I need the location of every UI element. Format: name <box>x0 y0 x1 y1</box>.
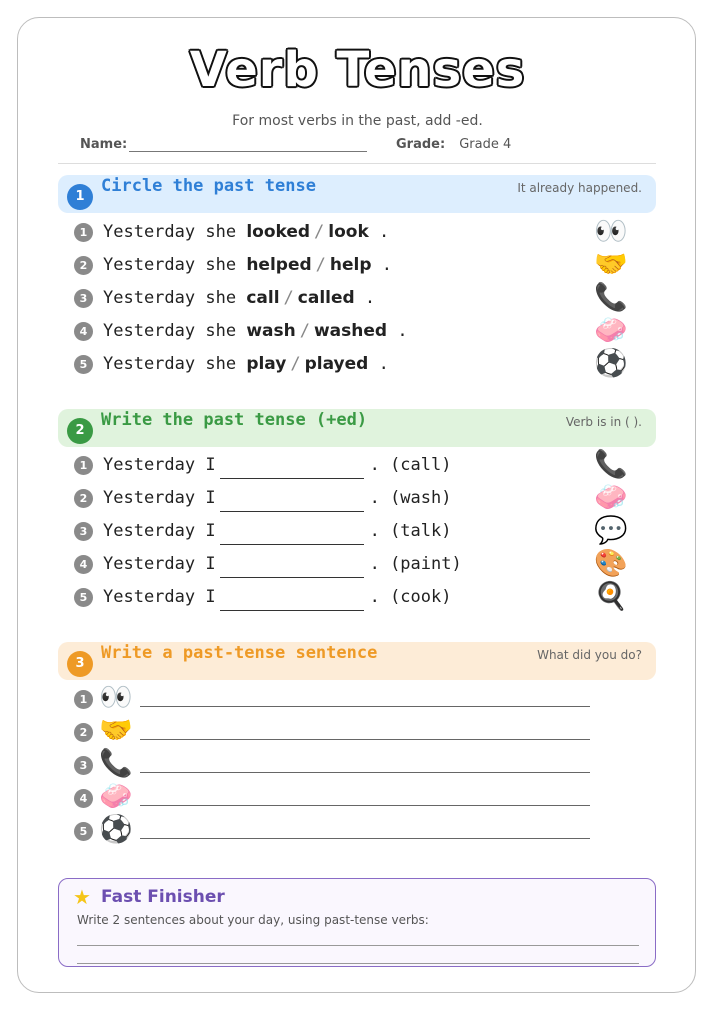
section-3-badge: 3 <box>67 651 93 677</box>
sentence-prefix: Yesterday I <box>103 488 216 508</box>
item-picture-icon: 🍳 <box>594 581 628 612</box>
item-number: 5 <box>74 588 93 607</box>
sentence-writing-line[interactable] <box>140 739 590 740</box>
item-picture-icon: 📞 <box>99 748 133 779</box>
verb-hint: . (cook) <box>369 587 452 607</box>
fast-finisher-title: Fast Finisher <box>101 887 225 907</box>
item-number: 3 <box>74 522 93 541</box>
fast-finisher-box <box>58 878 656 967</box>
item-picture-icon: 🤝 <box>99 715 133 746</box>
verb-hint: . (paint) <box>369 554 462 574</box>
choice-b[interactable]: help <box>329 255 372 275</box>
item-sentence: Yesterday she play / played . <box>103 354 389 374</box>
sentence-writing-line[interactable] <box>140 838 590 839</box>
item-picture-icon: 🧼 <box>99 781 133 812</box>
verb-hint: . (talk) <box>369 521 452 541</box>
fast-finisher-line-2[interactable] <box>77 963 639 964</box>
sentence-prefix: Yesterday she <box>103 288 237 308</box>
answer-blank[interactable] <box>220 458 364 479</box>
section-1-badge: 1 <box>67 184 93 210</box>
sentence-prefix: Yesterday I <box>103 455 216 475</box>
verb-hint: . (wash) <box>369 488 452 508</box>
item-number: 1 <box>74 690 93 709</box>
grade-label: Grade: <box>396 137 446 152</box>
answer-blank[interactable] <box>220 590 364 611</box>
item-number: 1 <box>74 456 93 475</box>
choice-separator: / <box>283 288 294 308</box>
item-sentence <box>103 517 451 545</box>
section-2-header <box>58 409 656 447</box>
verb-hint: . (call) <box>369 455 452 475</box>
item-sentence: Yesterday she helped / help . <box>103 255 393 275</box>
answer-blank[interactable] <box>220 557 364 578</box>
section-3-header <box>58 642 656 680</box>
item-number: 5 <box>74 355 93 374</box>
sentence-writing-line[interactable] <box>140 772 590 773</box>
sentence-prefix: Yesterday I <box>103 554 216 574</box>
item-sentence <box>103 583 451 611</box>
grade-row <box>396 137 511 152</box>
star-icon: ★ <box>73 885 91 909</box>
worksheet-title: Verb Tenses <box>189 42 526 98</box>
item-picture-icon: 🧼 <box>594 482 628 513</box>
choice-b[interactable]: washed <box>313 321 388 341</box>
fast-finisher-prompt: Write 2 sentences about your day, using past-tense verbs: <box>77 913 429 927</box>
item-number: 4 <box>74 555 93 574</box>
item-picture-icon: 🧼 <box>594 315 628 346</box>
grade-value: Grade 4 <box>459 137 512 152</box>
header-divider <box>58 163 656 164</box>
item-sentence <box>103 451 451 479</box>
item-number: 3 <box>74 289 93 308</box>
section-2-badge: 2 <box>67 418 93 444</box>
section-1-header <box>58 175 656 213</box>
item-number: 2 <box>74 489 93 508</box>
answer-blank[interactable] <box>220 524 364 545</box>
item-number: 4 <box>74 789 93 808</box>
item-picture-icon: 📞 <box>594 282 628 313</box>
item-number: 1 <box>74 223 93 242</box>
item-picture-icon: 🎨 <box>594 548 628 579</box>
choice-a[interactable]: looked <box>246 222 311 242</box>
choice-separator: / <box>290 354 301 374</box>
choice-separator: / <box>299 321 310 341</box>
choice-separator: / <box>314 222 325 242</box>
sentence-writing-line[interactable] <box>140 805 590 806</box>
item-picture-icon: ⚽ <box>99 814 133 845</box>
sentence-prefix: Yesterday she <box>103 222 237 242</box>
choice-separator: / <box>315 255 326 275</box>
answer-blank[interactable] <box>220 491 364 512</box>
item-picture-icon: 👀 <box>594 216 628 247</box>
item-sentence <box>103 484 451 512</box>
item-picture-icon: 👀 <box>99 682 133 713</box>
item-picture-icon: 💬 <box>594 515 628 546</box>
section-3-hint: What did you do? <box>537 648 642 662</box>
sentence-writing-line[interactable] <box>140 706 590 707</box>
choice-b[interactable]: played <box>304 354 369 374</box>
item-number: 3 <box>74 756 93 775</box>
name-row <box>80 137 367 152</box>
item-sentence <box>103 550 462 578</box>
worksheet-subtitle: For most verbs in the past, add -ed. <box>232 113 483 129</box>
item-sentence: Yesterday she looked / look . <box>103 222 390 242</box>
item-sentence: Yesterday she call / called . <box>103 288 376 308</box>
sentence-prefix: Yesterday she <box>103 255 237 275</box>
item-picture-icon: ⚽ <box>594 348 628 379</box>
sentence-prefix: Yesterday I <box>103 521 216 541</box>
sentence-prefix: Yesterday I <box>103 587 216 607</box>
name-field[interactable] <box>129 137 367 152</box>
choice-a[interactable]: play <box>246 354 287 374</box>
choice-a[interactable]: helped <box>246 255 312 275</box>
name-label: Name: <box>80 137 128 152</box>
section-3-title: Write a past-tense sentence <box>101 643 378 663</box>
choice-b[interactable]: called <box>297 288 355 308</box>
section-2-title: Write the past tense (+ed) <box>101 410 368 430</box>
item-picture-icon: 🤝 <box>594 249 628 280</box>
item-picture-icon: 📞 <box>594 449 628 480</box>
choice-a[interactable]: call <box>246 288 280 308</box>
sentence-prefix: Yesterday she <box>103 321 237 341</box>
item-number: 2 <box>74 256 93 275</box>
item-number: 2 <box>74 723 93 742</box>
choice-a[interactable]: wash <box>246 321 296 341</box>
section-2-hint: Verb is in ( ). <box>565 415 642 429</box>
choice-b[interactable]: look <box>328 222 369 242</box>
sentence-prefix: Yesterday she <box>103 354 237 374</box>
item-number: 4 <box>74 322 93 341</box>
section-1-title: Circle the past tense <box>101 176 316 196</box>
fast-finisher-line-1[interactable] <box>77 945 639 946</box>
section-1-hint: It already happened. <box>517 181 642 195</box>
item-sentence: Yesterday she wash / washed . <box>103 321 408 341</box>
item-number: 5 <box>74 822 93 841</box>
